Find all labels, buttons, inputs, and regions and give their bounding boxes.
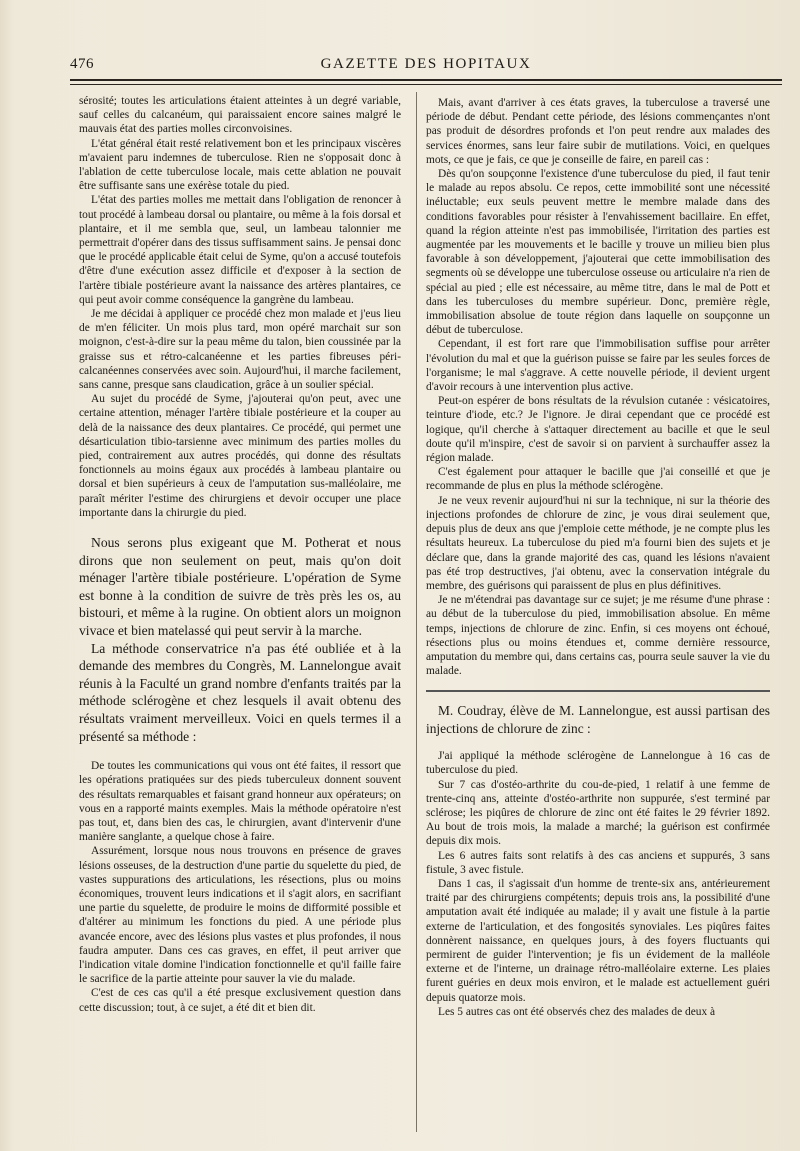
paragraph: Peut-on espérer de bons résultats de la révulsion cutanée : vésicatoires, teinture d'iode, etc.? Je l'ignore. Je dirai cependant que ce procédé est logique, qu'il cherche à s'attaquer directement au bacille et que le seul doute qu'il m'inspire, c'est de savoir si on parvient à surchauffer assez la région malade. [426, 395, 770, 465]
page-number: 476 [70, 56, 94, 72]
header-rule-thick [70, 79, 782, 81]
paragraph: L'état général était resté relativement bon et les principaux viscères m'avaient paru indemnes de tuberculose. Rien ne s'opposait donc à l'ablation de cette tuberculose locale, mais cette ablation ne pouvait être suffisante sans une exérèse totale du pied. [79, 137, 401, 193]
section-separator [426, 690, 770, 692]
right-column [426, 96, 770, 1019]
paragraph: De toutes les communications qui vous ont été faites, il ressort que les opérations pratiquées sur des pieds tuberculeux donnent souvent des résultats remarquables et faisant grand honneur aux opérateurs; on vous en a rapporté maints exemples. Mais la méthode opératoire n'est pas tout, et, dans bien des cas, le chirurgien, avant d'intervenir d'une manière sanglante, a quelque chose à faire. [79, 760, 401, 844]
commentary-paragraph: M. Coudray, élève de M. Lannelongue, est aussi partisan des injections de chlorure de zinc : [426, 703, 770, 736]
commentary-block [426, 702, 770, 737]
paragraph: Dans 1 cas, il s'agissait d'un homme de trente-six ans, antérieurement traité par des chirurgiens compétents; depuis trois ans, la possibilité d'une amputation avait été indiquée au malade; il y avait une fistule à la partie externe de l'articulation, et des fongosités synoviales. Les piqûres faites donnèrent naissance, en quelques jours, à des foyers fluctuants qui permirent de guider l'intervention; je fis un évidement de la malléole externe et de l'interne, un drainage rétro-malléolaire externe. Les plaies furent guéries en deux mois environ, et le malade est actuellement guéri depuis quatorze mois. [426, 877, 770, 1004]
paragraph: Cependant, il est fort rare que l'immobilisation suffise pour arrêter l'évolution du mal et que la guérison puisse se faire par les seules forces de l'organisme; le mal s'aggrave. A cette nouvelle période, il devient urgent d'avoir recours à une intervention plus active. [426, 338, 770, 394]
commentary-paragraph: La méthode conservatrice n'a pas été oubliée et à la demande des membres du Congrès, M. Lannelongue avait réunis à la Faculté un grand nombre d'enfants traités par la méthode sclérogène et chez lesquels il avait obtenu des résultats vraiment merveilleux. Voici en quels termes il a présenté sa méthode : [79, 640, 401, 744]
left-column [79, 94, 401, 1015]
paragraph: Dès qu'on soupçonne l'existence d'une tuberculose du pied, il faut tenir le malade au repos absolu. Ce repos, cette immobilité sont une nécessité inéluctable; eux seuls peuvent mettre le membre malade dans des conditions favorables pour résister à l'envahissement bacillaire. En effet, quand la région atteinte n'est pas immobilisée, l'irritation des parties est augmentée par les mouvements et le bacille y trouve un milieu bien plus favorable à son développement, j'ajouterai que cette immobilisation des segments où se développe une tuberculose osseuse ou articulaire n'a rien de spécial au pied ; elle est nécessaire, au même titre, dans le mal de Pott et dans les tuberculoses du membre supérieur. Donc, première règle, immobilisation absolue de toute région dans laquelle on soupçonne un début de tuberculose. [426, 168, 770, 337]
header-rule-thin [70, 84, 782, 85]
paragraph: sérosité; toutes les articulations étaient atteintes à un degré variable, sauf celles du calcanéum, qui paraissaient encore saines malgré le mauvais état des parties molles circonvoisines. [79, 95, 401, 136]
paragraph: Au sujet du procédé de Syme, j'ajouterai qu'on peut, avec une certaine attention, ménager l'artère tibiale postérieure et la couper au delà de la naissance des deux plantaires. Ce procédé, qui permet une désarticulation tibio-tarsienne avec minimum des parties molles du pied, contrairement aux autres procédés, qui donne des résultats fonctionnels au moins égaux aux procédés à lambeau plantaire ou dorsal et bien supérieurs à ceux de l'amputation sus-malléolaire, me paraît mériter l'estime des chirurgiens et devoir occuper une place importante dans la chirurgie du pied. [79, 393, 401, 519]
paragraph: Je me décidai à appliquer ce procédé chez mon malade et j'eus lieu de m'en féliciter. Un mois plus tard, mon opéré marchait sur son moignon, c'est-à-dire sur la peau même du talon, bien coussinée par la graisse sus et rétro-calcanéenne et les parties fibreuses péri-calcanéennes conservées avec soin. Aujourd'hui, il marche facilement, sans canne, presque sans claudication, grâce à un soulier spécial. [79, 308, 401, 392]
page-header [70, 56, 782, 78]
paragraph: Sur 7 cas d'ostéo-arthrite du cou-de-pied, 1 relatif à une femme de trente-cinq ans, atteinte d'ostéo-arthrite non suppurée, s'est terminé par sclérose; les piqûres de chlorure de zinc ont été faites le 29 février 1892. Au bout de trois mois, la malade a marché; la guérison est confirmée depuis dix mois. [426, 778, 770, 848]
paragraph: L'état des parties molles me mettait dans l'obligation de renoncer à tout procédé à lambeau dorsal ou plantaire, ou même à la fois dorsal et plantaire, et il me sembla que, seul, un lambeau talonnier me permettrait d'opérer dans des tissus suffisamment sains. Je pensai donc que le procédé applicable était celui de Syme, qu'on a accusé toutefois d'être d'une exécution assez difficile et d'exposer à la section de l'artère tibiale postérieure avant la naissance des artères plantaires, ce qui peut avoir comme conséquence la gangrène du lambeau. [79, 194, 401, 306]
journal-title: GAZETTE DES HOPITAUX [320, 56, 532, 72]
commentary-block [79, 534, 401, 745]
paragraph: Mais, avant d'arriver à ces états graves, la tuberculose a traversé une période de début. Pendant cette période, des lésions commençantes n'ont pas produit de désordres profonds et l'on peut rendre aux malades des services énormes, sans leur faire subir de mutilations. Voici, en quelques mots, ce que je fais, ce que je conseille de faire, en pareil cas : [426, 97, 770, 166]
paragraph: Je ne veux revenir aujourd'hui ni sur la technique, ni sur la théorie des injections profondes de chlorure de zinc, je vous dirai seulement que, depuis plus de deux ans que j'emploie cette méthode, je ne compte plus les résultats heureux. La tuberculose du pied m'a fourni bien des sujets et je déclare que, dans la grande majorité des cas, quand les lésions n'avaient pas été trop destructives, j'ai obtenu, avec la conservation intégrale du membre, des guérisons qui paraissent de plus en plus définitives. [426, 494, 770, 592]
paragraph: Je ne m'étendrai pas davantage sur ce sujet; je me résume d'une phrase : au début de la tuberculose du pied, immobilisation absolue. En même temps, injections de chlorure de zinc. Enfin, si ces moyens ont échoué, résections plus ou moins étendues et, comme dernière ressource, amputation du membre qui, dans certains cas, pourra seule sauver la vie du malade. [426, 594, 770, 678]
paragraph: Les 6 autres faits sont relatifs à des cas anciens et suppurés, 3 sans fistule, 3 avec fistule. [426, 849, 770, 876]
column-divider [416, 92, 417, 1132]
paragraph: C'est de ces cas qu'il a été presque exclusivement question dans cette discussion; tout, à ce sujet, a été dit et bien dit. [79, 987, 401, 1014]
paragraph: Assurément, lorsque nous nous trouvons en présence de graves lésions osseuses, de la destruction d'une partie du squelette du pied, de vastes suppurations des articulations, les résections, plus ou moins économiques, trouvent leurs indications et il s'agit alors, en sacrifiant une partie du squelette, de produire le moins de difformité possible et d'altérer au minimum les fonctions du pied. A une période plus avancée encore, avec des lésions plus vastes et plus profondes, il nous faudra amputer. Dans ces cas graves, en effet, il peut arriver que l'indication vitale domine l'indication fonctionnelle et qu'il faille faire le sacrifice de la partie atteinte pour sauver la vie du malade. [79, 845, 401, 986]
paragraph: Les 5 autres cas ont été observés chez des malades de deux à [438, 1005, 716, 1018]
commentary-paragraph: Nous serons plus exigeant que M. Potherat et nous dirons que non seulement on peut, mais qu'on doit ménager l'artère tibiale postérieure. L'opération de Syme est bonne à la condition de suivre de très près les os, au bistouri, et même à la rugine. On obtient alors un moignon vivace et bien matelassé qui peut servir à la marche. [79, 535, 401, 639]
paragraph: C'est également pour attaquer le bacille que j'ai conseillé et que je recommande de plus en plus la méthode sclérogène. [426, 466, 770, 493]
paragraph: J'ai appliqué la méthode sclérogène de Lannelongue à 16 cas de tuberculose du pied. [426, 750, 770, 777]
